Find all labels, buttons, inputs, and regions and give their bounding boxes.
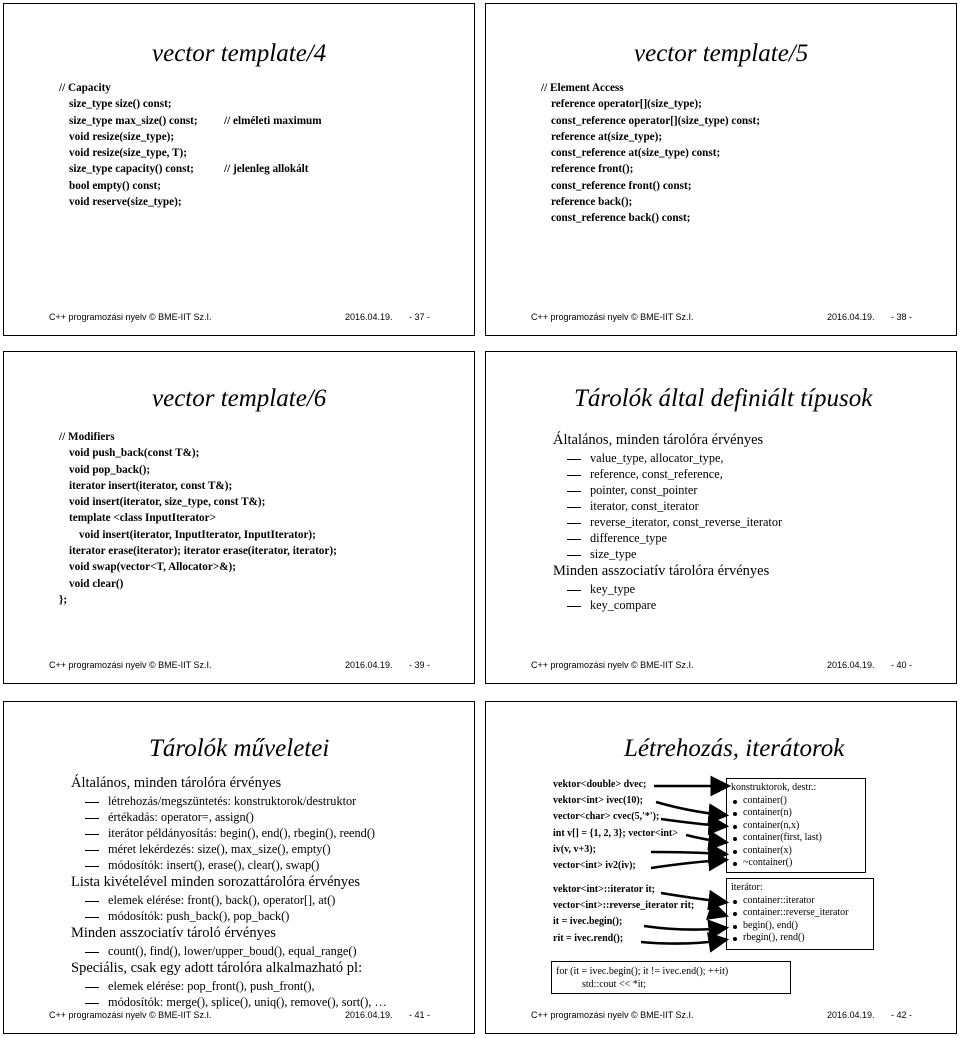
slide-title: Tárolók által definiált típusok xyxy=(574,385,873,412)
footer-page: - 38 - xyxy=(890,312,912,322)
box-item: container::iterator xyxy=(731,895,869,908)
code-line: void resize(size_type, T); xyxy=(69,147,187,160)
code-line: vector<int>::reverse_iterator rit; xyxy=(553,900,695,912)
code-line: vector<char> cvec(5,'*'); xyxy=(553,811,660,823)
code-line: size_type max_size() const; // elméleti maximum xyxy=(59,113,198,129)
footer-page: - 39 - xyxy=(408,660,430,670)
code-line: void swap(vector<T, Allocator>&); xyxy=(69,561,236,574)
code-line: int v[] = {1, 2, 3}; vector<int> xyxy=(553,827,678,839)
list-item: módosítók: insert(), erase(), clear(), swap() xyxy=(71,858,387,874)
code-line: const_reference front() const; xyxy=(551,179,692,192)
list-item: iterator, const_iterator xyxy=(553,499,782,515)
code-line: for (it = ivec.begin(); it != ivec.end(); ++it) xyxy=(556,966,729,977)
code-comment: // elméleti maximum xyxy=(224,114,322,127)
code-line: void resize(size_type); xyxy=(69,130,175,143)
list-item: reverse_iterator, const_reverse_iterator xyxy=(553,515,782,531)
box-item: container(n,x) xyxy=(731,820,861,833)
code-line: size_type size() const; xyxy=(69,98,172,111)
footer-date: 2016.04.19. xyxy=(827,660,875,670)
box-heading: iterátor: xyxy=(731,882,763,893)
slide-footer xyxy=(531,1010,912,1024)
code-line: void push_back(const T&); xyxy=(69,447,200,460)
code-line: iv(v, v+3); xyxy=(553,843,596,855)
slide-footer xyxy=(531,312,912,326)
slide-42 xyxy=(485,701,957,1034)
slide-title: vector template/5 xyxy=(634,40,809,67)
slide-footer xyxy=(49,312,430,326)
list-item: size_type xyxy=(553,547,782,563)
list-heading: Speciális, csak egy adott tárolóra alkalmazható pl: xyxy=(71,960,363,976)
list-item: módosítók: push_back(), pop_back() xyxy=(71,909,387,925)
code-line: const_reference at(size_type) const; xyxy=(551,147,721,160)
code-line: vektor<double> dvec; xyxy=(553,779,647,790)
code-line: void reserve(size_type); xyxy=(69,196,182,209)
list-item: elemek elérése: pop_front(), push_front(), xyxy=(71,979,387,995)
footer-date: 2016.04.19. xyxy=(345,312,393,322)
footer-course: C++ programozási nyelv © BME-IIT Sz.I. xyxy=(49,1010,212,1020)
footer-page: - 41 - xyxy=(408,1010,430,1020)
footer-course: C++ programozási nyelv © BME-IIT Sz.I. xyxy=(49,660,212,670)
code-line: reference back(); xyxy=(551,196,633,209)
footer-page: - 40 - xyxy=(890,660,912,670)
code-line: void clear() xyxy=(69,577,124,590)
bullet-list xyxy=(553,432,782,614)
code-line: void insert(iterator, size_type, const T&); xyxy=(69,496,266,509)
code-line: }; xyxy=(59,593,68,606)
code-block xyxy=(59,80,322,210)
slide-footer xyxy=(49,1010,430,1024)
list-item: elemek elérése: front(), back(), operator[], at() xyxy=(71,893,387,909)
list-item: reference, const_reference, xyxy=(553,467,782,483)
footer-date: 2016.04.19. xyxy=(345,660,393,670)
code-line: reference at(size_type); xyxy=(551,130,663,143)
list-item: pointer, const_pointer xyxy=(553,483,782,499)
code-line: std::cout << *it; xyxy=(582,979,647,990)
footer-course: C++ programozási nyelv © BME-IIT Sz.I. xyxy=(531,1010,694,1020)
slide-title: vector template/4 xyxy=(152,40,327,67)
code-line: reference front(); xyxy=(551,163,634,176)
footer-date: 2016.04.19. xyxy=(827,312,875,322)
list-item: count(), find(), lower/upper_boud(), equal_range() xyxy=(71,944,387,960)
slide-38 xyxy=(485,3,957,336)
code-line: // Element Access xyxy=(541,82,624,94)
box-item: rbegin(), rend() xyxy=(731,932,869,945)
slide-37 xyxy=(3,3,475,336)
box-item: begin(), end() xyxy=(731,920,869,933)
code-block xyxy=(59,429,337,608)
code-line: iterator insert(iterator, const T&); xyxy=(69,479,233,492)
box-item: container(x) xyxy=(731,845,861,858)
slide-title: vector template/6 xyxy=(152,385,327,412)
code-line: rit = ivec.rend(); xyxy=(553,932,624,944)
list-heading: Általános, minden tárolóra érvényes xyxy=(553,432,764,448)
list-heading: Általános, minden tárolóra érvényes xyxy=(71,775,282,791)
code-line: // Capacity xyxy=(59,82,111,94)
code-line: it = ivec.begin(); xyxy=(553,916,623,928)
box-heading: konstruktorok, destr.: xyxy=(731,782,817,793)
code-line: vector<int> iv2(iv); xyxy=(553,860,636,872)
slide-41 xyxy=(3,701,475,1034)
list-item: módosítók: merge(), splice(), uniq(), remove(), sort(), … xyxy=(71,995,387,1011)
code-line: reference operator[](size_type); xyxy=(551,98,702,111)
list-item: iterátor példányosítás: begin(), end(), rbegin(), reend() xyxy=(71,826,387,842)
list-heading: Minden asszociatív tárolóra érvényes xyxy=(553,563,770,579)
slide-footer xyxy=(531,660,912,674)
list-item: difference_type xyxy=(553,531,782,547)
footer-page: - 37 - xyxy=(408,312,430,322)
code-line: iterator erase(iterator); iterator erase(iterator, iterator); xyxy=(69,545,337,558)
code-line: void pop_back(); xyxy=(69,463,151,476)
code-comment: // jelenleg allokált xyxy=(224,163,309,176)
footer-course: C++ programozási nyelv © BME-IIT Sz.I. xyxy=(531,660,694,670)
code-line: bool empty() const; xyxy=(69,179,161,192)
box-item: container(n) xyxy=(731,807,861,820)
list-item: méret lekérdezés: size(), max_size(), empty() xyxy=(71,842,387,858)
box-item: container(first, last) xyxy=(731,832,861,845)
slide-title: Létrehozás, iterátorok xyxy=(624,735,845,762)
list-heading: Minden asszociatív tároló érvényes xyxy=(71,925,276,941)
footer-date: 2016.04.19. xyxy=(345,1010,393,1020)
slide-40 xyxy=(485,351,957,684)
list-item: key_compare xyxy=(553,598,782,614)
code-line: const_reference back() const; xyxy=(551,212,691,225)
list-item: value_type, allocator_type, xyxy=(553,451,782,467)
code-line: vektor<int> ivec(10); xyxy=(553,795,643,807)
slide-footer xyxy=(49,660,430,674)
footer-course: C++ programozási nyelv © BME-IIT Sz.I. xyxy=(49,312,212,322)
list-item: létrehozás/megszüntetés: konstruktorok/destruktor xyxy=(71,794,387,810)
box-item: ~container() xyxy=(731,857,861,870)
footer-course: C++ programozási nyelv © BME-IIT Sz.I. xyxy=(531,312,694,322)
code-line: vektor<int>::iterator it; xyxy=(553,884,656,895)
list-item: értékadás: operator=, assign() xyxy=(71,810,387,826)
list-item: key_type xyxy=(553,582,782,598)
footer-page: - 42 - xyxy=(890,1010,912,1020)
connector-arrows xyxy=(486,702,958,1035)
code-line: template <class InputIterator> xyxy=(69,512,216,525)
bullet-list xyxy=(71,775,387,1011)
list-heading: Lista kivételével minden sorozattárolóra érvényes xyxy=(71,874,361,890)
slide-title: Tárolók műveletei xyxy=(149,735,330,762)
code-line: const_reference operator[](size_type) const; xyxy=(551,114,760,127)
code-block xyxy=(541,80,760,227)
slide-39 xyxy=(3,351,475,684)
code-line: void insert(iterator, InputIterator, InputIterator); xyxy=(79,528,316,541)
code-line: // Modifiers xyxy=(59,431,115,443)
box-item: container() xyxy=(731,795,861,808)
box-item: container::reverse_iterator xyxy=(731,907,869,920)
footer-date: 2016.04.19. xyxy=(827,1010,875,1020)
code-line: size_type capacity() const; // jelenleg allokált xyxy=(59,161,198,177)
